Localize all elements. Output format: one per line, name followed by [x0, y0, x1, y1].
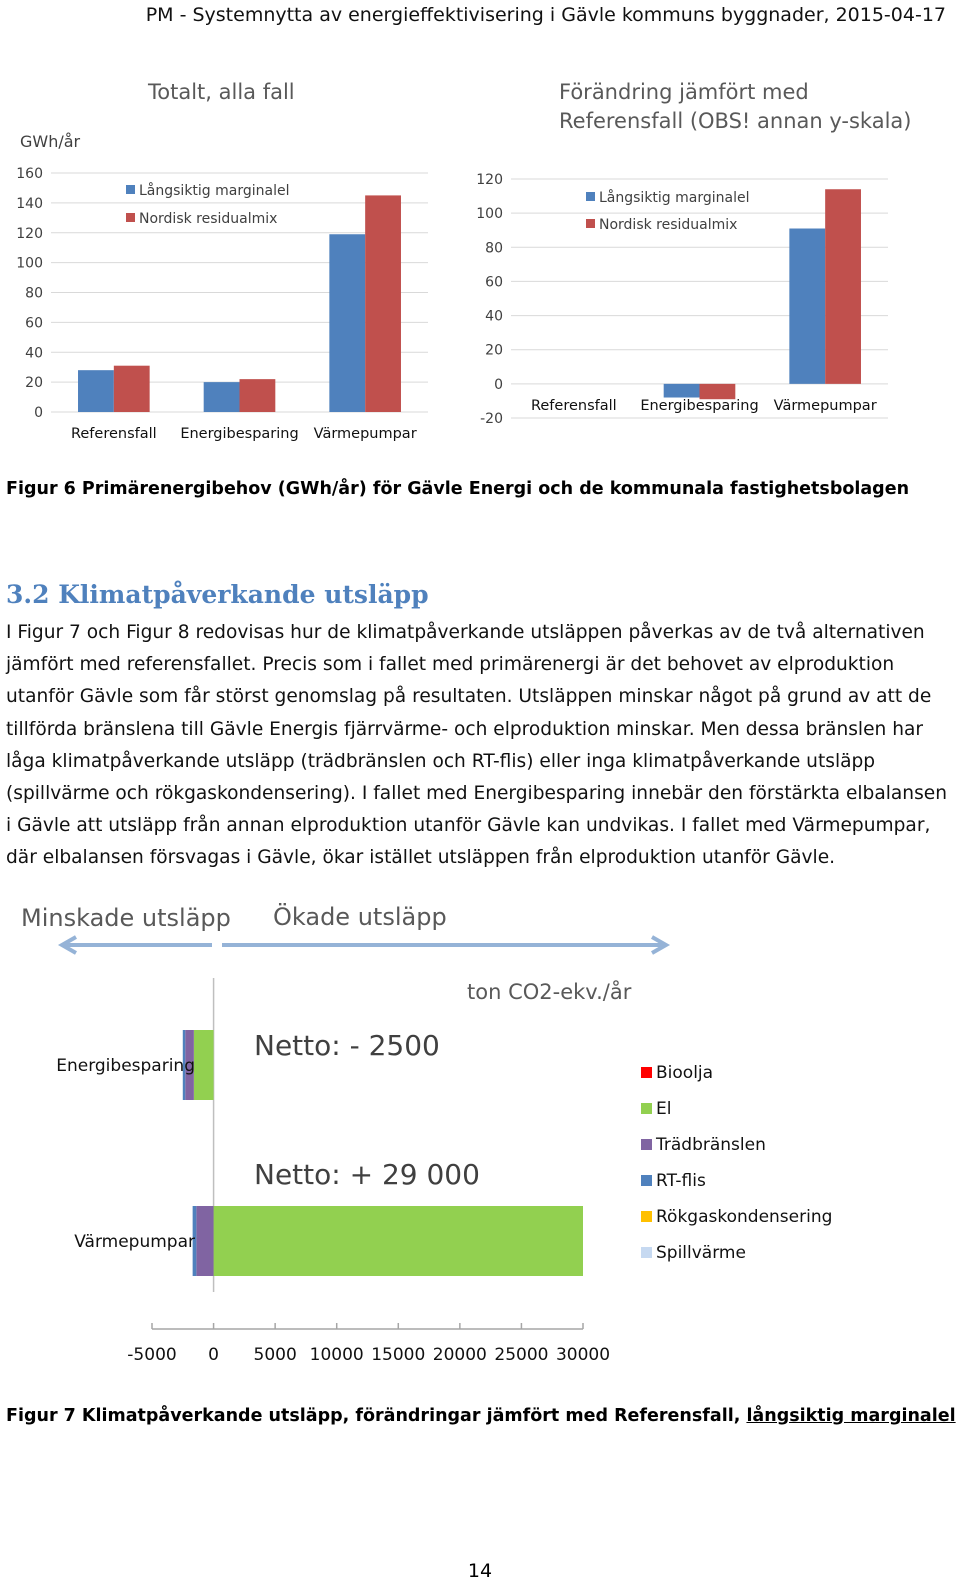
c1-ytick-4: 80 — [25, 285, 43, 302]
c2-ytick-0: -20 — [480, 411, 503, 427]
c2-ytick-5: 80 — [485, 240, 503, 257]
c1-ytick-3: 60 — [25, 315, 43, 332]
chart1-svg — [0, 120, 460, 460]
c3-xtick-6: 25000 — [494, 1345, 549, 1365]
chart1-legend — [126, 182, 290, 227]
arrow-left-label: Minskade utsläpp — [21, 904, 231, 932]
chart3-category-energibesparing: Energibesparing — [56, 1056, 195, 1076]
chart2-legend-swatch-nordisk — [586, 219, 595, 228]
page-header: PM - Systemnytta av energieffektivisering i Gävle kommuns byggnader, 2015-04-17 — [145, 4, 946, 26]
c3-bar-0-1 — [194, 1030, 214, 1100]
chart1-bars — [78, 195, 401, 412]
c3-legend-swatch-2 — [641, 1139, 652, 1150]
chart1-legend-nordisk: Nordisk residualmix — [139, 211, 278, 227]
c3-legend-label-4: Rökgaskondensering — [656, 1207, 833, 1227]
chart1-ylabel: GWh/år — [20, 132, 81, 151]
c2-bar-2-0 — [789, 229, 825, 384]
arrow-left-icon — [62, 937, 212, 953]
c3-legend-swatch-5 — [641, 1247, 652, 1258]
chart3-x-axis — [127, 1323, 610, 1365]
c1-bar-1-0 — [204, 382, 240, 412]
chart3-category-varmepumpar: Värmepumpar — [74, 1232, 195, 1252]
c3-legend-label-3: RT-flis — [656, 1171, 706, 1191]
c3-xtick-7: 30000 — [555, 1345, 611, 1365]
chart1-legend-swatch-nordisk — [126, 213, 135, 222]
chart3-unit-label: ton CO2-ekv./år — [467, 980, 632, 1004]
c2-ytick-7: 120 — [476, 172, 503, 188]
chart2-legend-nordisk: Nordisk residualmix — [599, 217, 738, 233]
c2-bar-1-0 — [664, 384, 700, 398]
c2-ytick-3: 40 — [485, 308, 503, 325]
c1-ytick-2: 40 — [25, 345, 43, 362]
c3-xtick-1: 0 — [208, 1345, 219, 1365]
arrow-right-label: Ökade utsläpp — [273, 903, 447, 931]
chart3-svg — [0, 970, 960, 1380]
c3-xtick-3: 10000 — [309, 1345, 364, 1365]
c3-legend-swatch-0 — [641, 1067, 652, 1078]
chart1-y-ticks — [16, 166, 43, 421]
c2-ytick-6: 100 — [476, 206, 503, 223]
c2-ytick-4: 60 — [485, 274, 503, 291]
chart2-legend-swatch-lang — [586, 192, 595, 201]
chart2-categories — [531, 398, 877, 414]
c2-ytick-1: 0 — [494, 376, 503, 393]
chart2-svg — [460, 160, 900, 440]
c1-ytick-1: 20 — [25, 375, 43, 392]
c3-bar-1-2 — [196, 1206, 213, 1276]
c1-ytick-0: 0 — [34, 405, 43, 421]
c2-category-1: Energibesparing — [640, 398, 759, 414]
figure6-caption: Figur 6 Primärenergibehov (GWh/år) för Gävle Energi och de kommunala fastighetsbolagen — [6, 479, 910, 499]
section-title: 3.2 Klimatpåverkande utsläpp — [6, 580, 429, 609]
chart3-netto-varmepumpar: Netto: + 29 000 — [254, 1158, 480, 1191]
c1-bar-2-1 — [365, 195, 401, 412]
c2-ytick-2: 20 — [485, 342, 503, 359]
figure7-caption — [6, 1406, 956, 1426]
c3-legend-swatch-4 — [641, 1211, 652, 1222]
c1-ytick-7: 140 — [16, 195, 43, 212]
c3-legend-swatch-1 — [641, 1103, 652, 1114]
section-paragraph: I Figur 7 och Figur 8 redovisas hur de klimatpåverkande utsläppen påverkas av de två alternativen jämfört med referensfallet. Precis som i fallet med primärenergi är det behovet av elproduktion utanför Gävle som får störst genomslag på resultaten. Utsläppen minskar något på grund av att de tillförda bränslena till Gävle Energis fjärrvärme- och elproduktion minskar. Men dessa bränslen har låga klimatpåverkande utsläpp (trädbränslen och RT-flis) eller inga klimatpåverkande utsläpp (spillvärme och rökgaskondensering). I fallet med Energibesparing innebär den förstärkta elbalansen i Gävle att utsläpp från annan elproduktion utanför Gävle kan undvikas. I fallet med Värmepumpar, där elbalansen försvagas i Gävle, ökar istället utsläppen från elproduktion utanför Gävle. — [6, 622, 947, 869]
c1-bar-2-0 — [329, 234, 365, 412]
c2-bar-2-1 — [825, 189, 861, 384]
chart1-legend-swatch-lang — [126, 185, 135, 194]
c1-bar-0-1 — [114, 366, 150, 412]
c2-category-2: Värmepumpar — [773, 398, 877, 414]
chart1-title: Totalt, alla fall — [148, 80, 295, 104]
c2-category-0: Referensfall — [530, 398, 617, 414]
c3-bar-1-1 — [214, 1206, 583, 1276]
page-number: 14 — [467, 1560, 493, 1582]
c1-bar-1-1 — [240, 379, 276, 412]
chart1-legend-lang: Långsiktig marginalel — [139, 183, 290, 199]
c3-xtick-4: 15000 — [371, 1345, 426, 1365]
c3-legend-label-0: Bioolja — [656, 1063, 714, 1083]
c3-legend-label-1: El — [656, 1099, 672, 1119]
chart2-legend — [586, 189, 750, 233]
c1-ytick-8: 160 — [16, 166, 43, 182]
c3-xtick-2: 5000 — [253, 1345, 297, 1365]
c1-category-1: Energibesparing — [180, 426, 299, 442]
figure7-arrows — [0, 930, 700, 960]
c1-category-0: Referensfall — [70, 426, 157, 442]
c1-ytick-6: 120 — [16, 225, 43, 242]
figure7-caption-underlined: långsiktig marginalel — [746, 1406, 956, 1426]
figure7-caption-main: Figur 7 Klimatpåverkande utsläpp, förändringar jämfört med Referensfall, — [6, 1406, 741, 1426]
chart2-legend-lang: Långsiktig marginalel — [599, 190, 750, 206]
chart2-title-line2: Referensfall (OBS! annan y-skala) — [559, 109, 912, 133]
c3-xtick-0: -5000 — [127, 1345, 177, 1365]
chart1-categories — [71, 426, 417, 442]
chart3-netto-energibesparing: Netto: - 2500 — [254, 1029, 440, 1062]
c1-category-2: Värmepumpar — [313, 426, 417, 442]
c3-legend-label-5: Spillvärme — [656, 1243, 746, 1263]
c1-ytick-5: 100 — [16, 255, 43, 272]
c3-legend-label-2: Trädbränslen — [656, 1135, 766, 1155]
c2-bar-1-1 — [700, 384, 736, 399]
c3-xtick-5: 20000 — [432, 1345, 487, 1365]
chart2-y-ticks — [476, 172, 503, 427]
c3-legend-swatch-3 — [641, 1175, 652, 1186]
arrow-right-icon — [222, 937, 666, 953]
c1-bar-0-0 — [78, 370, 114, 412]
chart3-legend — [641, 1063, 832, 1263]
chart2-title-line1: Förändring jämfört med — [559, 80, 809, 104]
chart3-bars — [183, 1030, 583, 1276]
